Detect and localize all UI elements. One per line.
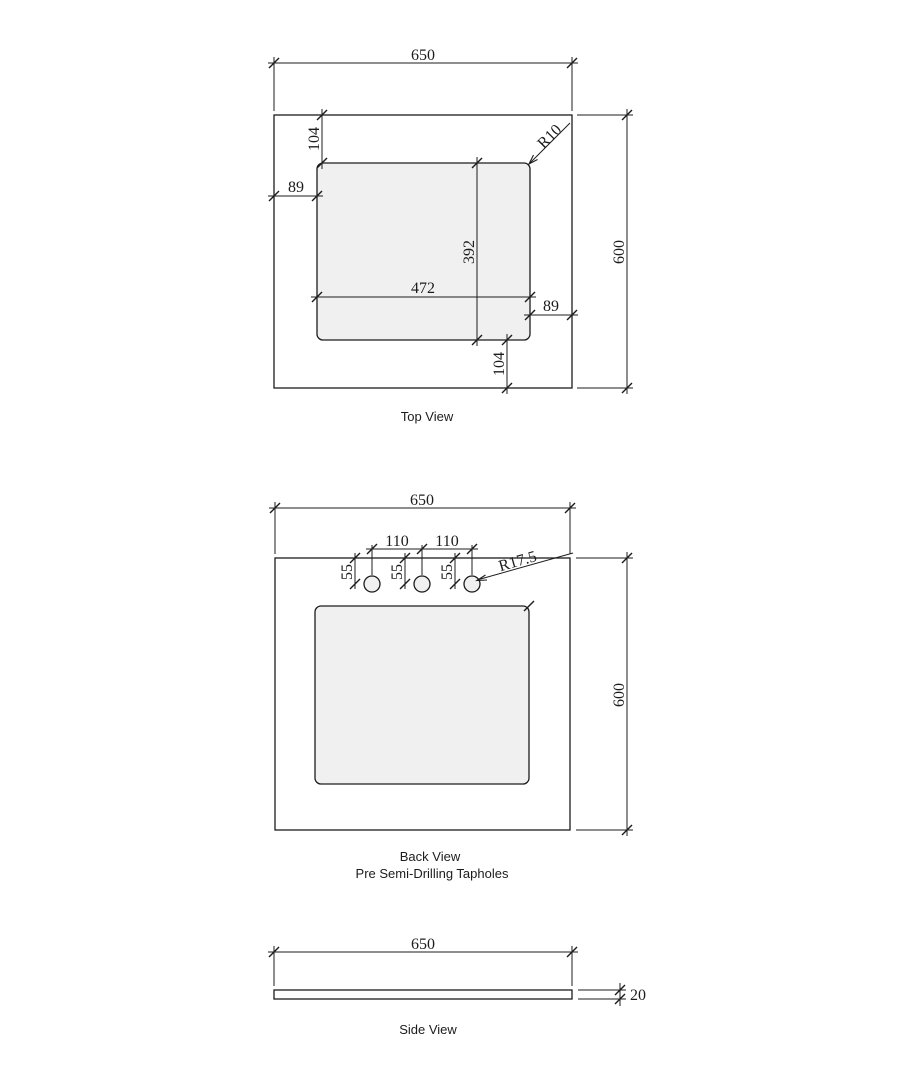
taphole-left xyxy=(364,576,380,592)
back-view-height-dimension xyxy=(576,552,633,836)
side-view xyxy=(268,936,646,1037)
side-view-title: Side View xyxy=(399,1022,457,1037)
dim-text-spacing-right: 110 xyxy=(435,533,459,550)
dim-text-overall-height: 600 xyxy=(611,683,628,707)
back-view xyxy=(269,492,633,881)
dim-text-spacing-left: 110 xyxy=(385,533,409,550)
top-view-height-dimension xyxy=(577,109,633,394)
dim-text-offset-right: 89 xyxy=(543,298,559,315)
back-view-subtitle: Pre Semi-Drilling Tapholes xyxy=(355,866,509,881)
dim-text-corner-radius: R10 xyxy=(534,121,566,153)
dim-text-cutout-width: 472 xyxy=(411,280,435,297)
dim-text-taphole-radius: R17.5 xyxy=(496,548,539,576)
sink-cutout-back xyxy=(315,606,529,784)
dim-text-overall-width: 650 xyxy=(411,47,435,64)
dim-text-cutout-height: 392 xyxy=(461,240,478,264)
side-view-width-dimension xyxy=(268,936,578,986)
dim-text-thickness: 20 xyxy=(630,987,646,1004)
dim-text-offset-3: 55 xyxy=(439,564,456,580)
dim-text-offset-2: 55 xyxy=(389,564,406,580)
top-view-title: Top View xyxy=(400,409,454,424)
dim-text-offset-left: 89 xyxy=(288,179,304,196)
dim-text-overall-height: 600 xyxy=(611,240,628,264)
taphole-right xyxy=(464,576,480,592)
dim-text-offset-bottom: 104 xyxy=(491,352,508,376)
back-view-title: Back View xyxy=(399,849,461,864)
dim-text-overall-width: 650 xyxy=(410,492,434,509)
taphole-center xyxy=(414,576,430,592)
back-view-width-dimension xyxy=(269,492,576,554)
top-view xyxy=(268,47,633,424)
dim-text-offset-1: 55 xyxy=(339,564,356,580)
benchtop-profile-side-view xyxy=(274,990,572,999)
top-view-width-dimension xyxy=(268,47,578,111)
dim-text-offset-top: 104 xyxy=(306,127,323,151)
dim-text-overall-width: 650 xyxy=(411,936,435,953)
side-view-thickness-dimension xyxy=(578,983,646,1006)
sink-cutout xyxy=(317,163,530,340)
